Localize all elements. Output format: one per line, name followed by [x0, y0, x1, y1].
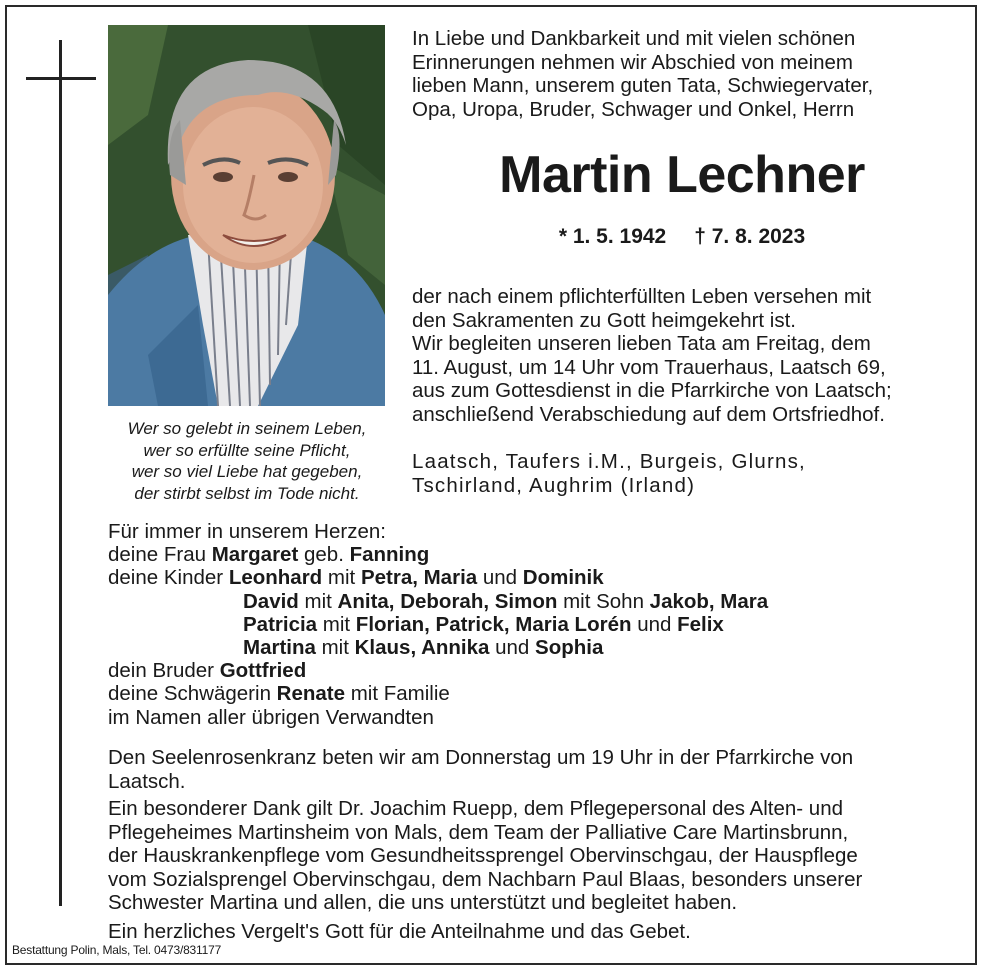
- label: mit Sohn: [557, 589, 650, 613]
- cross-icon-horizontal: [26, 77, 96, 80]
- thanks-line: der Hauskrankenpflege vom Gesundheitssprengel Obervinschgau, der Hauspflege: [108, 844, 858, 867]
- final-line: Ein herzliches Vergelt's Gott für die Anteilnahme und das Gebet.: [108, 920, 691, 943]
- memorial-quote: [102, 418, 392, 504]
- announcement-text: [412, 285, 952, 426]
- birth-date: * 1. 5. 1942: [558, 225, 667, 248]
- thanks-line: vom Sozialsprengel Obervinschgau, dem Nachbarn Paul Blaas, besonders unserer: [108, 867, 863, 891]
- undertaker-credit: Bestattung Polin, Mals, Tel. 0473/831177: [12, 943, 222, 957]
- quote-line: wer so viel Liebe hat gegeben,: [131, 462, 363, 481]
- announcement-line: den Sakramenten zu Gott heimgekehrt ist.: [412, 308, 797, 332]
- label: und: [477, 566, 523, 590]
- thanks-text: [108, 797, 953, 915]
- places-line: Laatsch, Taufers i.M., Burgeis, Glurns,: [412, 450, 806, 473]
- death-date: † 7. 8. 2023: [694, 225, 806, 248]
- family-children: [108, 566, 968, 589]
- rosary-line: Laatsch.: [108, 769, 186, 793]
- relative-names: Klaus, Annika: [354, 636, 490, 660]
- rosary-text: [108, 746, 953, 793]
- relative-names: Jakob, Mara: [649, 589, 769, 613]
- thanks-line: Ein besonderer Dank gilt Dr. Joachim Ruepp, dem Pflegepersonal des Alten- und: [108, 797, 844, 820]
- family-others: im Namen aller übrigen Verwandten: [108, 705, 434, 729]
- label: dein Bruder: [108, 659, 220, 683]
- final-thanks: [108, 920, 953, 944]
- thanks-line: Schwester Martina und allen, die uns unterstützt und begleitet haben.: [108, 891, 738, 914]
- family-sister-in-law: [108, 682, 968, 705]
- family-children: [108, 613, 968, 636]
- thanks-line: Pflegeheimes Martinsheim von Mals, dem Team der Palliative Care Martinsbrunn,: [108, 820, 849, 844]
- announcement-line: der nach einem pflichterfüllten Leben versehen mit: [412, 285, 872, 308]
- label: deine Frau: [108, 543, 212, 567]
- intro-line: lieben Mann, unserem guten Tata, Schwiegervater,: [412, 74, 874, 97]
- label: mit: [298, 589, 338, 613]
- relative-names: Anita, Deborah, Simon: [337, 589, 558, 613]
- intro-line: In Liebe und Dankbarkeit und mit vielen schönen: [412, 27, 856, 50]
- intro-line: Erinnerungen nehmen wir Abschied von meinem: [412, 50, 854, 74]
- cross-icon-vertical: [59, 40, 62, 906]
- places-list: [412, 450, 952, 498]
- quote-line: wer so erfüllte seine Pflicht,: [143, 440, 351, 460]
- intro-line: Opa, Uropa, Bruder, Schwager und Onkel, Herrn: [412, 97, 855, 121]
- family-children: [108, 590, 968, 613]
- wife-name: Margaret: [211, 543, 299, 567]
- brother-name: Gottfried: [219, 659, 307, 683]
- places-line: Tschirland, Aughrim (Irland): [412, 474, 696, 497]
- label: deine Schwägerin: [108, 682, 277, 706]
- announcement-line: aus zum Gottesdienst in die Pfarrkirche von Laatsch;: [412, 379, 892, 402]
- family-brother: [108, 659, 968, 682]
- family-children: [108, 636, 968, 659]
- relative-names: Felix: [677, 612, 724, 636]
- announcement-line: Wir begleiten unseren lieben Tata am Freitag, dem: [412, 332, 871, 355]
- family-heading: Für immer in unserem Herzen:: [108, 520, 386, 543]
- child-name: Leonhard: [228, 566, 323, 590]
- sister-in-law-name: Renate: [276, 682, 346, 706]
- announcement-line: anschließend Verabschiedung auf dem Ortsfriedhof.: [412, 402, 885, 426]
- portrait-photo: [108, 25, 385, 406]
- life-dates: [412, 225, 952, 249]
- family-wife: [108, 543, 968, 566]
- announcement-line: 11. August, um 14 Uhr vom Trauerhaus, Laatsch 69,: [412, 355, 886, 379]
- label: mit Familie: [345, 682, 450, 706]
- child-name: Patricia: [243, 612, 318, 636]
- maiden-name: Fanning: [349, 543, 430, 567]
- label: deine Kinder: [108, 566, 229, 590]
- rosary-line: Den Seelenrosenkranz beten wir am Donnerstag um 19 Uhr in der Pfarrkirche von: [108, 746, 854, 769]
- label: und: [631, 612, 678, 636]
- relative-names: Sophia: [535, 636, 604, 660]
- relative-names: Petra, Maria: [360, 566, 478, 590]
- relative-names: Florian, Patrick, Maria Lorén: [355, 612, 632, 636]
- family-list: [108, 520, 968, 729]
- label: mit: [315, 636, 355, 660]
- intro-text: [412, 27, 952, 121]
- child-name: David: [243, 589, 299, 613]
- label: mit: [317, 612, 356, 636]
- label: geb.: [298, 543, 350, 567]
- relative-names: Dominik: [522, 566, 604, 590]
- quote-line: der stirbt selbst im Tode nicht.: [134, 483, 360, 503]
- deceased-name: Martin Lechner: [499, 146, 865, 204]
- quote-line: Wer so gelebt in seinem Leben,: [127, 419, 367, 438]
- label: und: [489, 636, 536, 660]
- child-name: Martina: [243, 636, 316, 660]
- label: mit: [322, 566, 361, 590]
